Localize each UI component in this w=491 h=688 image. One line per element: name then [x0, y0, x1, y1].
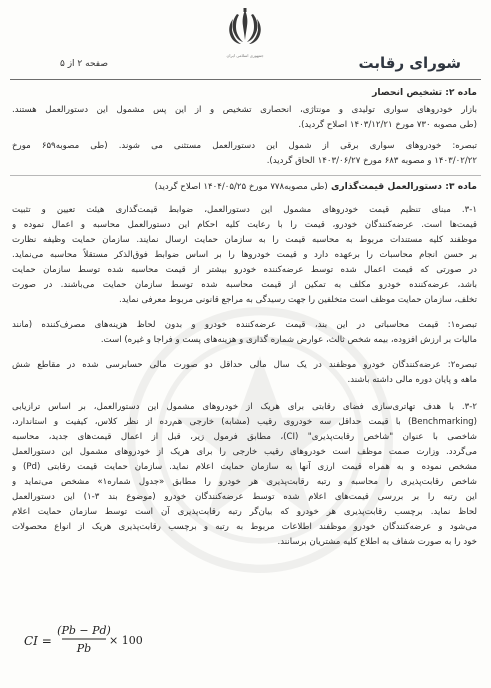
page-header-title: شورای رقابت	[358, 54, 461, 72]
article-2-body	[12, 103, 477, 133]
clause-3-2-line: می‌شود و عرضه‌کنندگان خودرو موظفند اطلاعات مربوط به رتبه و برچسب رقابت‌پذیری هریک از انواع محصولات	[12, 522, 477, 532]
note-2-line: ماهه و پایان دوره مالی داشته باشند.	[347, 375, 477, 385]
clause-3-2-line: ۳-۲. با هدف تهاتری‌سازی فضای رقابتی برای هریک از خودروهای مشمول این دستورالعمل، بر اساس ترازیابی	[12, 402, 477, 412]
clause-3-2-line: مشخص نموده و به همراه قیمت ارزی آنها به سازمان حمایت اعلام نماید. سازمان حمایت قیمت رقابتی (Pd) و	[12, 462, 477, 472]
section-divider	[10, 175, 481, 176]
note-1	[12, 318, 477, 348]
clause-3-1-line: بر حسن انجام محاسبات را برعهده دارد و قیمت خودروها را بر اساس ضوابط فوق‌الذکر مستقلاً محاسبه می‌نماید.	[12, 250, 477, 260]
formula-multiplier: × 100	[109, 634, 143, 647]
clause-3-1-line: در صورتی که قیمت اعمال شده توسط عرضه‌کننده خودرو بیشتر از قیمت محاسبه شده توسط سازمان حمایت	[12, 265, 477, 275]
clause-3-2-line: این رتبه را بر بررسی قیمت‌های اعلام شده توسط عرضه‌کنندگان خودرو (موضوع بند ۳-۱) این دستورالعمل	[12, 492, 477, 502]
emblem-caption: جمهوری اسلامی ایران	[226, 53, 264, 58]
clause-3-1-line: ۳-۱. مبنای تنظیم قیمت خودروهای مشمول این دستورالعمل، ضوابط قیمت‌گذاری هیئت تعیین و تثبیت	[12, 205, 477, 215]
note-2	[12, 358, 477, 388]
article-2-note-line: ۱۴۰۳/۰۲/۲۲ و مصوبه ۶۸۳ مورخ ۱۴۰۳/۰۶/۲۷ الحاق گردید).	[266, 156, 477, 166]
note-2-line: تبصره۲: عرضه‌کنندگان خودرو موظفند در یک سال مالی حداقل دو صورت مالی حسابرسی شده در مقاطع شش	[12, 360, 477, 370]
iran-emblem-icon	[222, 6, 268, 50]
clause-3-1	[12, 203, 477, 308]
article-3-heading-text: ماده ۳: دستورالعمل قیمت‌گذاری	[330, 181, 477, 192]
clause-3-2-line: (Benchmarking) با قیمت حداقل سه خودروی رقیب (مشابه) خارجی هم‌رده از نظر کلاس، کیفیت و استاندارد،	[12, 417, 477, 427]
clause-3-1-line: قیمت‌ها است. عرضه‌کنندگان خودرو، قیمت را با رعایت کلیه احکام این دستورالعمل محاسبه و اعمال نموده و	[12, 220, 477, 230]
formula-denominator: Pb	[76, 642, 92, 655]
clause-3-2-line: لحاظ نماید. برچسب رقابت‌پذیری هر خودرو که بیان‌گر رتبه رقابت‌پذیری آن است توسط سازمان حمایت اعلام	[12, 507, 477, 517]
article-2-heading: ماده ۲: تشخیص انحصار	[372, 87, 477, 98]
clause-3-2-line: می‌گردد. وزارت صمت موظف است خودروهای رقیب خارجی را برای هریک از خودروهای مشمول این دستورالعمل	[12, 447, 477, 457]
article-3-heading-note: (طی مصوبه۷۷۸ مورخ ۱۴۰۴/۰۵/۲۵ اصلاح گردید)	[154, 182, 328, 192]
header-divider	[10, 79, 481, 80]
article-2-note	[12, 139, 477, 169]
note-1-line: مالیات بر ارزش افزوده، بیمه شخص ثالث، عوارض شماره گذاری و هزینه‌های پست و فراجا و غیره) است.	[100, 335, 477, 345]
clause-3-2-line: شاخص رقابت‌پذیری را محاسبه و رتبه رقابت‌پذیری هر خودرو را مطابق «جدول شماره۱» مشخص می‌نماید و	[12, 477, 477, 487]
clause-3-2	[12, 400, 477, 550]
article-2-line: (طی مصوبه ۷۳۰ مورخ ۱۴۰۳/۱۲/۲۱ اصلاح گردید).	[298, 120, 477, 130]
clause-3-1-line: موظفند کلیه مستندات مربوط به محاسبه قیمت را به سازمان حمایت ارسال نمایند. سازمان حمایت وظیفه نظارت	[12, 235, 477, 245]
page-number-label: صفحه ۲ از ۵	[60, 59, 108, 69]
formula-lhs: CI =	[24, 634, 52, 648]
clause-3-1-line: تخلف، سازمان حمایت موظف است متخلفین را جهت رسیدگی به مراجع قانونی مربوط معرفی نماید.	[119, 295, 477, 305]
formula-numerator: (Pb − Pd)	[57, 624, 111, 637]
clause-3-2-line: شاخصی با عنوان "شاخص رقابت‌پذیری" (CI)، مطابق فرمول زیر، قبل از اعمال قیمت‌های جدید، محاسبه	[12, 432, 477, 442]
article-2-note-line: تبصره: خودروهای سواری برقی از شمول این دستورالعمل مستثنی می شوند. (طی مصوبه۶۵۹ مورخ	[12, 141, 477, 151]
clause-3-1-line: باشد، عرضه‌کننده خودرو مکلف به تمکین از قیمت محاسبه شده توسط سازمان حمایت می‌باشند. در صورت	[12, 280, 477, 290]
article-3-heading	[155, 181, 477, 192]
ci-formula	[22, 620, 162, 660]
clause-3-2-line: خود را به صورت شفاف به اطلاع کلیه مشتریان برسانند.	[277, 537, 477, 547]
article-2-line: بازار خودروهای سواری تولیدی و مونتاژی، انحصاری تشخیص و از این پس مشمول این دستورالعمل هستند.	[12, 105, 477, 115]
note-1-line: تبصره۱: قیمت محاسباتی در این بند، قیمت عرضه‌کننده خودرو و بدون لحاظ هزینه‌های مصرف‌کننده (مانند	[12, 320, 477, 330]
